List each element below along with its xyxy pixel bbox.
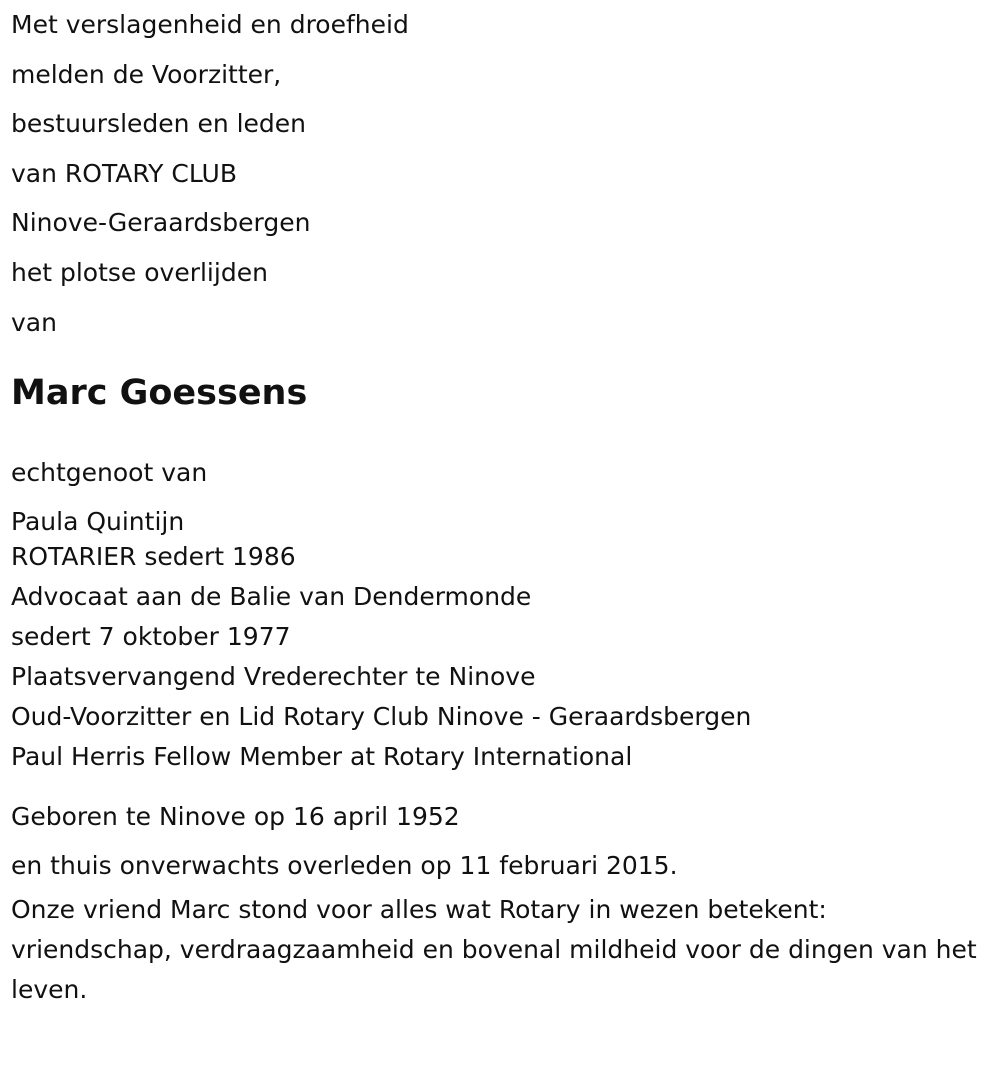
intro-line: Ninove-Geraardsbergen bbox=[11, 208, 311, 238]
intro-line: van bbox=[11, 307, 57, 337]
career-line: ROTARIER sedert 1986 bbox=[11, 541, 296, 571]
career-line: Paul Herris Fellow Member at Rotary International bbox=[11, 741, 633, 771]
intro-line: Met verslagenheid en droefheid bbox=[11, 10, 409, 39]
birth-line: Geboren te Ninove op 16 april 1952 bbox=[11, 801, 460, 831]
intro-line: het plotse overlijden bbox=[11, 257, 268, 287]
career-line: Advocaat aan de Balie van Dendermonde bbox=[11, 581, 532, 611]
spouse-line: echtgenoot van bbox=[11, 457, 208, 487]
spouse-line: Paula Quintijn bbox=[11, 507, 185, 537]
spouse-section bbox=[11, 458, 1000, 538]
career-line: Oud-Voorzitter en Lid Rotary Club Ninove - Geraardsbergen bbox=[11, 701, 752, 731]
career-section bbox=[11, 542, 1000, 772]
tribute-paragraph: Onze vriend Marc stond voor alles wat Rotary in wezen betekent: vriendschap, verdraagzaamheid en bovenal mildheid voor de dingen van het leven. bbox=[11, 894, 977, 1004]
career-line: Plaatsvervangend Vrederechter te Ninove bbox=[11, 661, 536, 691]
deceased-name: Marc Goessens bbox=[11, 372, 308, 413]
intro-line: bestuursleden en leden bbox=[11, 109, 307, 139]
career-line: sedert 7 oktober 1977 bbox=[11, 621, 291, 651]
intro-line: melden de Voorzitter, bbox=[11, 59, 282, 89]
intro-section bbox=[11, 0, 1000, 338]
intro-line: van ROTARY CLUB bbox=[11, 158, 237, 188]
birth-death-section bbox=[11, 802, 1000, 881]
death-line: en thuis onverwachts overleden op 11 februari 2015. bbox=[11, 850, 678, 880]
